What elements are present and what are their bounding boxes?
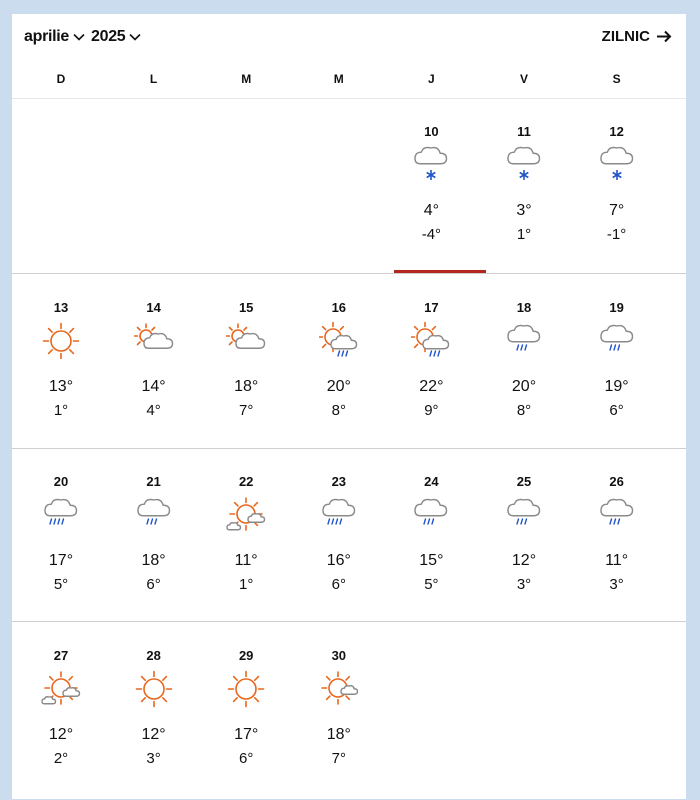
sun-cloud-icon bbox=[134, 320, 174, 364]
day-cell[interactable] bbox=[478, 292, 570, 452]
week-divider bbox=[12, 448, 686, 449]
cloud-rain-icon bbox=[134, 494, 174, 538]
sun-small-cloud-icon bbox=[319, 668, 359, 712]
min-temperature: -1° bbox=[606, 226, 627, 243]
day-number: 29 bbox=[238, 648, 254, 663]
sun-cloud-rain-icon bbox=[411, 320, 451, 364]
sun-cloud-rain-icon bbox=[319, 320, 359, 364]
calendar-header bbox=[12, 14, 686, 62]
min-temperature: 1° bbox=[53, 402, 69, 419]
day-cell[interactable] bbox=[385, 466, 477, 626]
day-number: 23 bbox=[331, 474, 347, 489]
max-temperature: 11° bbox=[234, 552, 258, 569]
sun-icon bbox=[41, 320, 81, 364]
day-number: 21 bbox=[146, 474, 161, 489]
day-number: 27 bbox=[53, 648, 69, 663]
max-temperature: 12° bbox=[141, 726, 166, 743]
month-selector[interactable] bbox=[24, 28, 85, 46]
day-number: 26 bbox=[609, 474, 624, 489]
day-number: 25 bbox=[516, 474, 532, 489]
weekday-label: M bbox=[241, 72, 252, 86]
max-temperature: 13° bbox=[48, 378, 74, 395]
min-temperature: -4° bbox=[421, 226, 442, 243]
min-temperature: 4° bbox=[146, 402, 161, 419]
sun-icon bbox=[226, 668, 266, 712]
day-number: 18 bbox=[516, 300, 532, 315]
weekday-label: L bbox=[149, 72, 158, 86]
max-temperature: 19° bbox=[604, 378, 629, 395]
day-cell[interactable] bbox=[15, 292, 107, 452]
max-temperature: 18° bbox=[141, 552, 166, 569]
max-temperature: 14° bbox=[141, 378, 166, 395]
weekday-label: S bbox=[612, 72, 621, 86]
min-temperature: 8° bbox=[331, 402, 346, 419]
max-temperature: 17° bbox=[48, 552, 74, 569]
min-temperature: 8° bbox=[516, 402, 532, 419]
max-temperature: 18° bbox=[326, 726, 351, 743]
max-temperature: 12° bbox=[48, 726, 74, 743]
max-temperature: 16° bbox=[326, 552, 351, 569]
day-cell[interactable] bbox=[108, 466, 200, 626]
day-number: 19 bbox=[609, 300, 624, 315]
day-cell[interactable] bbox=[108, 292, 200, 452]
max-temperature: 20° bbox=[511, 378, 537, 395]
max-temperature: 3° bbox=[516, 202, 532, 219]
day-cell[interactable] bbox=[15, 640, 107, 800]
min-temperature: 6° bbox=[609, 402, 624, 419]
max-temperature: 22° bbox=[419, 378, 444, 395]
max-temperature: 4° bbox=[423, 202, 440, 219]
sun-clouds-icon bbox=[41, 668, 81, 712]
max-temperature: 17° bbox=[234, 726, 259, 743]
max-temperature: 18° bbox=[234, 378, 259, 395]
day-number: 12 bbox=[609, 124, 624, 139]
min-temperature: 6° bbox=[239, 750, 254, 767]
sun-cloud-icon bbox=[226, 320, 266, 364]
day-cell[interactable] bbox=[293, 640, 385, 800]
min-temperature: 3° bbox=[609, 576, 624, 593]
min-temperature: 3° bbox=[516, 576, 532, 593]
max-temperature: 12° bbox=[511, 552, 537, 569]
min-temperature: 5° bbox=[424, 576, 439, 593]
day-number: 16 bbox=[331, 300, 347, 315]
day-number: 11 bbox=[517, 124, 531, 139]
day-number: 14 bbox=[146, 300, 161, 315]
sun-icon bbox=[134, 668, 174, 712]
week-divider bbox=[12, 621, 686, 622]
day-cell[interactable] bbox=[200, 640, 292, 800]
max-temperature: 11° bbox=[605, 552, 629, 569]
min-temperature: 2° bbox=[53, 750, 69, 767]
day-number: 17 bbox=[424, 300, 439, 315]
day-number: 30 bbox=[331, 648, 347, 663]
current-day-indicator bbox=[394, 270, 486, 273]
day-number: 22 bbox=[238, 474, 254, 489]
cloud-rain-icon bbox=[504, 494, 544, 538]
min-temperature: 6° bbox=[146, 576, 161, 593]
chevron-down-icon bbox=[73, 33, 85, 41]
cloud-heavy-rain-icon bbox=[319, 494, 359, 538]
cloud-snow-icon bbox=[597, 144, 637, 188]
weekday-label: D bbox=[56, 72, 66, 86]
max-temperature: 15° bbox=[419, 552, 444, 569]
day-cell[interactable] bbox=[385, 292, 477, 452]
day-cell[interactable] bbox=[571, 116, 663, 276]
day-cell[interactable] bbox=[200, 292, 292, 452]
month-label: aprilie bbox=[24, 28, 70, 45]
daily-view-label: ZILNIC bbox=[601, 28, 650, 45]
day-number: 20 bbox=[53, 474, 69, 489]
day-cell[interactable] bbox=[200, 466, 292, 626]
day-cell[interactable] bbox=[478, 466, 570, 626]
weekday-label: M bbox=[333, 72, 344, 86]
year-selector[interactable] bbox=[91, 28, 141, 46]
day-number: 10 bbox=[424, 124, 439, 139]
cloud-rain-icon bbox=[411, 494, 451, 538]
weekday-label: V bbox=[519, 72, 528, 86]
chevron-down-icon bbox=[129, 33, 141, 41]
arrow-right-icon bbox=[656, 30, 672, 43]
header-divider bbox=[12, 98, 686, 99]
min-temperature: 3° bbox=[146, 750, 161, 767]
min-temperature: 9° bbox=[424, 402, 439, 419]
min-temperature: 1° bbox=[239, 576, 254, 593]
cloud-heavy-rain-icon bbox=[41, 494, 81, 538]
day-number: 28 bbox=[146, 648, 161, 663]
min-temperature: 1° bbox=[516, 226, 532, 243]
max-temperature: 7° bbox=[608, 202, 625, 219]
day-cell[interactable] bbox=[385, 116, 477, 276]
day-cell[interactable] bbox=[108, 640, 200, 800]
cloud-snow-icon bbox=[411, 144, 451, 188]
day-number: 24 bbox=[424, 474, 439, 489]
cloud-rain-icon bbox=[504, 320, 544, 364]
day-cell[interactable] bbox=[15, 466, 107, 626]
day-cell[interactable] bbox=[293, 292, 385, 452]
min-temperature: 7° bbox=[331, 750, 346, 767]
daily-view-link[interactable] bbox=[602, 28, 672, 45]
day-number: 13 bbox=[53, 300, 69, 315]
sun-clouds-icon bbox=[226, 494, 266, 538]
day-cell[interactable] bbox=[571, 466, 663, 626]
calendar-card bbox=[12, 14, 686, 799]
max-temperature: 20° bbox=[326, 378, 351, 395]
week-divider bbox=[12, 273, 686, 274]
min-temperature: 5° bbox=[53, 576, 69, 593]
cloud-rain-icon bbox=[597, 320, 637, 364]
cloud-snow-icon bbox=[504, 144, 544, 188]
cloud-rain-icon bbox=[597, 494, 637, 538]
year-label: 2025 bbox=[91, 28, 126, 45]
day-number: 15 bbox=[238, 300, 254, 315]
day-cell[interactable] bbox=[293, 466, 385, 626]
weekday-label: J bbox=[428, 72, 435, 86]
min-temperature: 6° bbox=[331, 576, 346, 593]
day-cell[interactable] bbox=[478, 116, 570, 276]
day-cell[interactable] bbox=[571, 292, 663, 452]
min-temperature: 7° bbox=[239, 402, 254, 419]
